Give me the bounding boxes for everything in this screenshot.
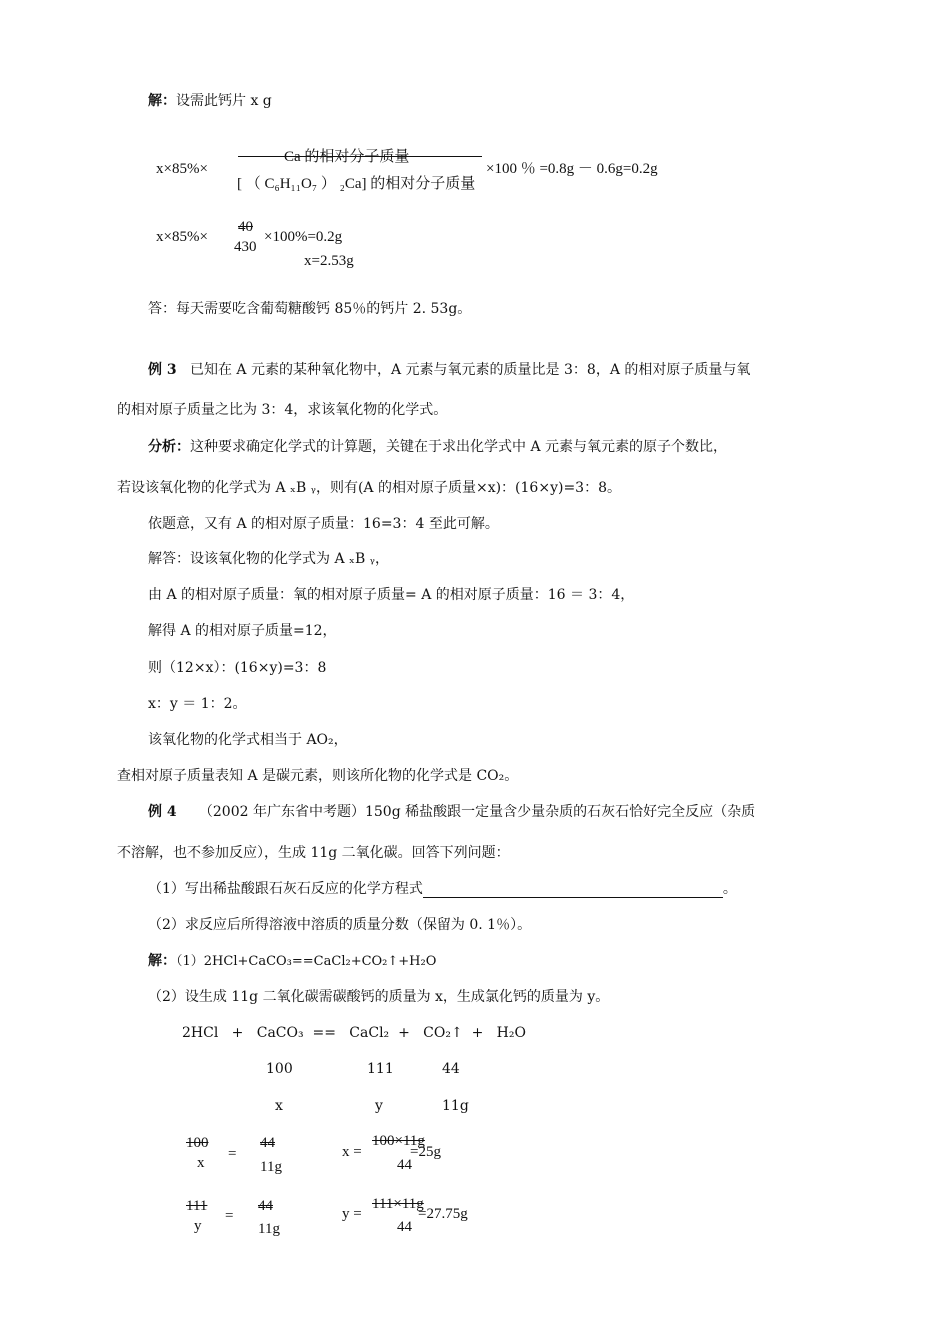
ratio1-equals: =: [228, 1146, 237, 1162]
reaction-equation-answer: （1）2HCl+CaCO₃==CaCl₂+CO₂↑+H₂O: [176, 954, 437, 969]
ratio2-right-numerator: 44: [258, 1198, 273, 1214]
ratio2-right-denominator: 11g: [258, 1221, 280, 1237]
mass-caco3: 100: [266, 1061, 293, 1077]
analysis-label: 分析：: [148, 439, 190, 455]
example3-label: 例 3: [148, 362, 177, 378]
example3-solution-line5: x：y ＝ 1：2。: [148, 696, 247, 712]
part1-text: （1）写出稀盐酸跟石灰石反应的化学方程式: [148, 881, 423, 897]
formula2-result: x=2.53g: [304, 253, 354, 269]
example4-solution-line1: [148, 952, 436, 971]
ratio1-right-numerator: 44: [260, 1135, 275, 1151]
example3-solution-line2: 由 A 的相对原子质量：氧的相对原子质量= A 的相对原子质量：16 ＝ 3：4，: [148, 587, 635, 603]
example4-part1: [148, 880, 737, 898]
answer-line: 答：每天需要吃含葡萄糖酸钙 85％的钙片 2. 53g。: [148, 301, 472, 317]
example3-q1-text: 已知在 A 元素的某种氧化物中，A 元素与氧元素的质量比是 3：8，A 的相对原子质量与氧: [189, 362, 751, 378]
example4-question-line2: 不溶解，也不参加反应），生成 11g 二氧化碳。回答下列问题：: [117, 845, 510, 861]
solution-setup: 设需此钙片 x g: [176, 93, 272, 109]
formula2-left: x×85%×: [156, 229, 208, 245]
formula2-right: ×100%=0.2g: [264, 229, 343, 245]
example3-solution-line3: 解得 A 的相对原子质量=12，: [148, 623, 337, 639]
part1-end: 。: [722, 881, 737, 897]
mass-cacl2: 111: [367, 1061, 394, 1077]
solve-y-numerator: 111×11g: [372, 1196, 424, 1212]
ratio1-left-numerator: 100: [186, 1135, 209, 1151]
ratio2-left-denominator: y: [194, 1218, 202, 1234]
mass-co2: 44: [442, 1061, 460, 1077]
example3-solution-line4: 则（12×x）：(16×y)=3：8: [148, 660, 327, 676]
example4-label: 例 4: [148, 804, 177, 820]
solution-label: 解：: [148, 93, 176, 109]
solve-x-denominator: 44: [397, 1157, 412, 1173]
solve-y-label: y =: [342, 1206, 362, 1222]
solution-line: [148, 92, 272, 110]
ratio1-right-denominator: 11g: [260, 1159, 282, 1175]
example3-solution-line7: 查相对原子质量表知 A 是碳元素，则该所化物的化学式是 CO₂。: [117, 768, 519, 784]
formula2-denominator: 430: [234, 239, 257, 255]
ratio1-left-denominator: x: [197, 1155, 205, 1171]
example4-question-line1: [148, 803, 755, 821]
ratio2-left-numerator: 111: [186, 1198, 208, 1214]
mass-co2-given: 11g: [442, 1098, 469, 1114]
analysis-text1: 这种要求确定化学式的计算题，关键在于求出化学式中 A 元素与氧元素的原子个数比，: [190, 439, 728, 455]
example4-solution-label: 解：: [148, 953, 176, 969]
formula1-numerator: Ca 的相对分子质量: [284, 149, 410, 165]
formula1-right: ×100 ％ =0.8g － 0.6g=0.2g: [486, 161, 658, 177]
example3-analysis-line1: [148, 438, 727, 456]
example3-solution-line6: 该氧化物的化学式相当于 AO₂，: [148, 732, 348, 748]
example3-analysis-line3: 依题意，又有 A 的相对原子质量：16=3：4 至此可解。: [148, 516, 499, 532]
example4-q1-text: （2002 年广东省中考题）150g 稀盐酸跟一定量含少量杂质的石灰石恰好完全反应（杂质: [198, 804, 756, 820]
solve-x-numerator: 100×11g: [372, 1133, 425, 1149]
unknown-x: x: [275, 1098, 283, 1114]
solve-x-result: =25g: [410, 1144, 441, 1160]
solve-y-denominator: 44: [397, 1219, 412, 1235]
answer-blank: [423, 883, 723, 898]
example3-question-line2: 的相对原子质量之比为 3：4，求该氧化物的化学式。: [117, 402, 448, 418]
unknown-y: y: [375, 1098, 383, 1114]
example3-question-line1: [148, 361, 750, 379]
example3-solution-line1: 解答：设该氧化物的化学式为 A ₓB ᵧ，: [148, 551, 389, 567]
ratio2-equals: =: [225, 1208, 234, 1224]
example3-analysis-line2: 若设该氧化物的化学式为 A ₓB ᵧ，则有(A 的相对原子质量×x)：(16×y)=3：8。: [117, 480, 621, 496]
chemical-equation: 2HCl + CaCO₃ == CaCl₂ + CO₂↑ + H₂O: [182, 1025, 526, 1041]
formula1-denominator: [ （ C₆H₁₁O₇ ） ₂Ca] 的相对分子质量: [237, 176, 476, 192]
formula2-numerator: 40: [238, 219, 253, 235]
formula1-fraction-bar: [238, 156, 482, 157]
example4-part2: （2）求反应后所得溶液中溶质的质量分数（保留为 0. 1％）。: [148, 917, 532, 933]
solve-x-label: x =: [342, 1144, 362, 1160]
solve-y-result: =27.75g: [418, 1206, 468, 1222]
example4-solution-line2: （2）设生成 11g 二氧化碳需碳酸钙的质量为 x，生成氯化钙的质量为 y。: [148, 989, 610, 1005]
formula1-left: x×85%×: [156, 161, 208, 177]
